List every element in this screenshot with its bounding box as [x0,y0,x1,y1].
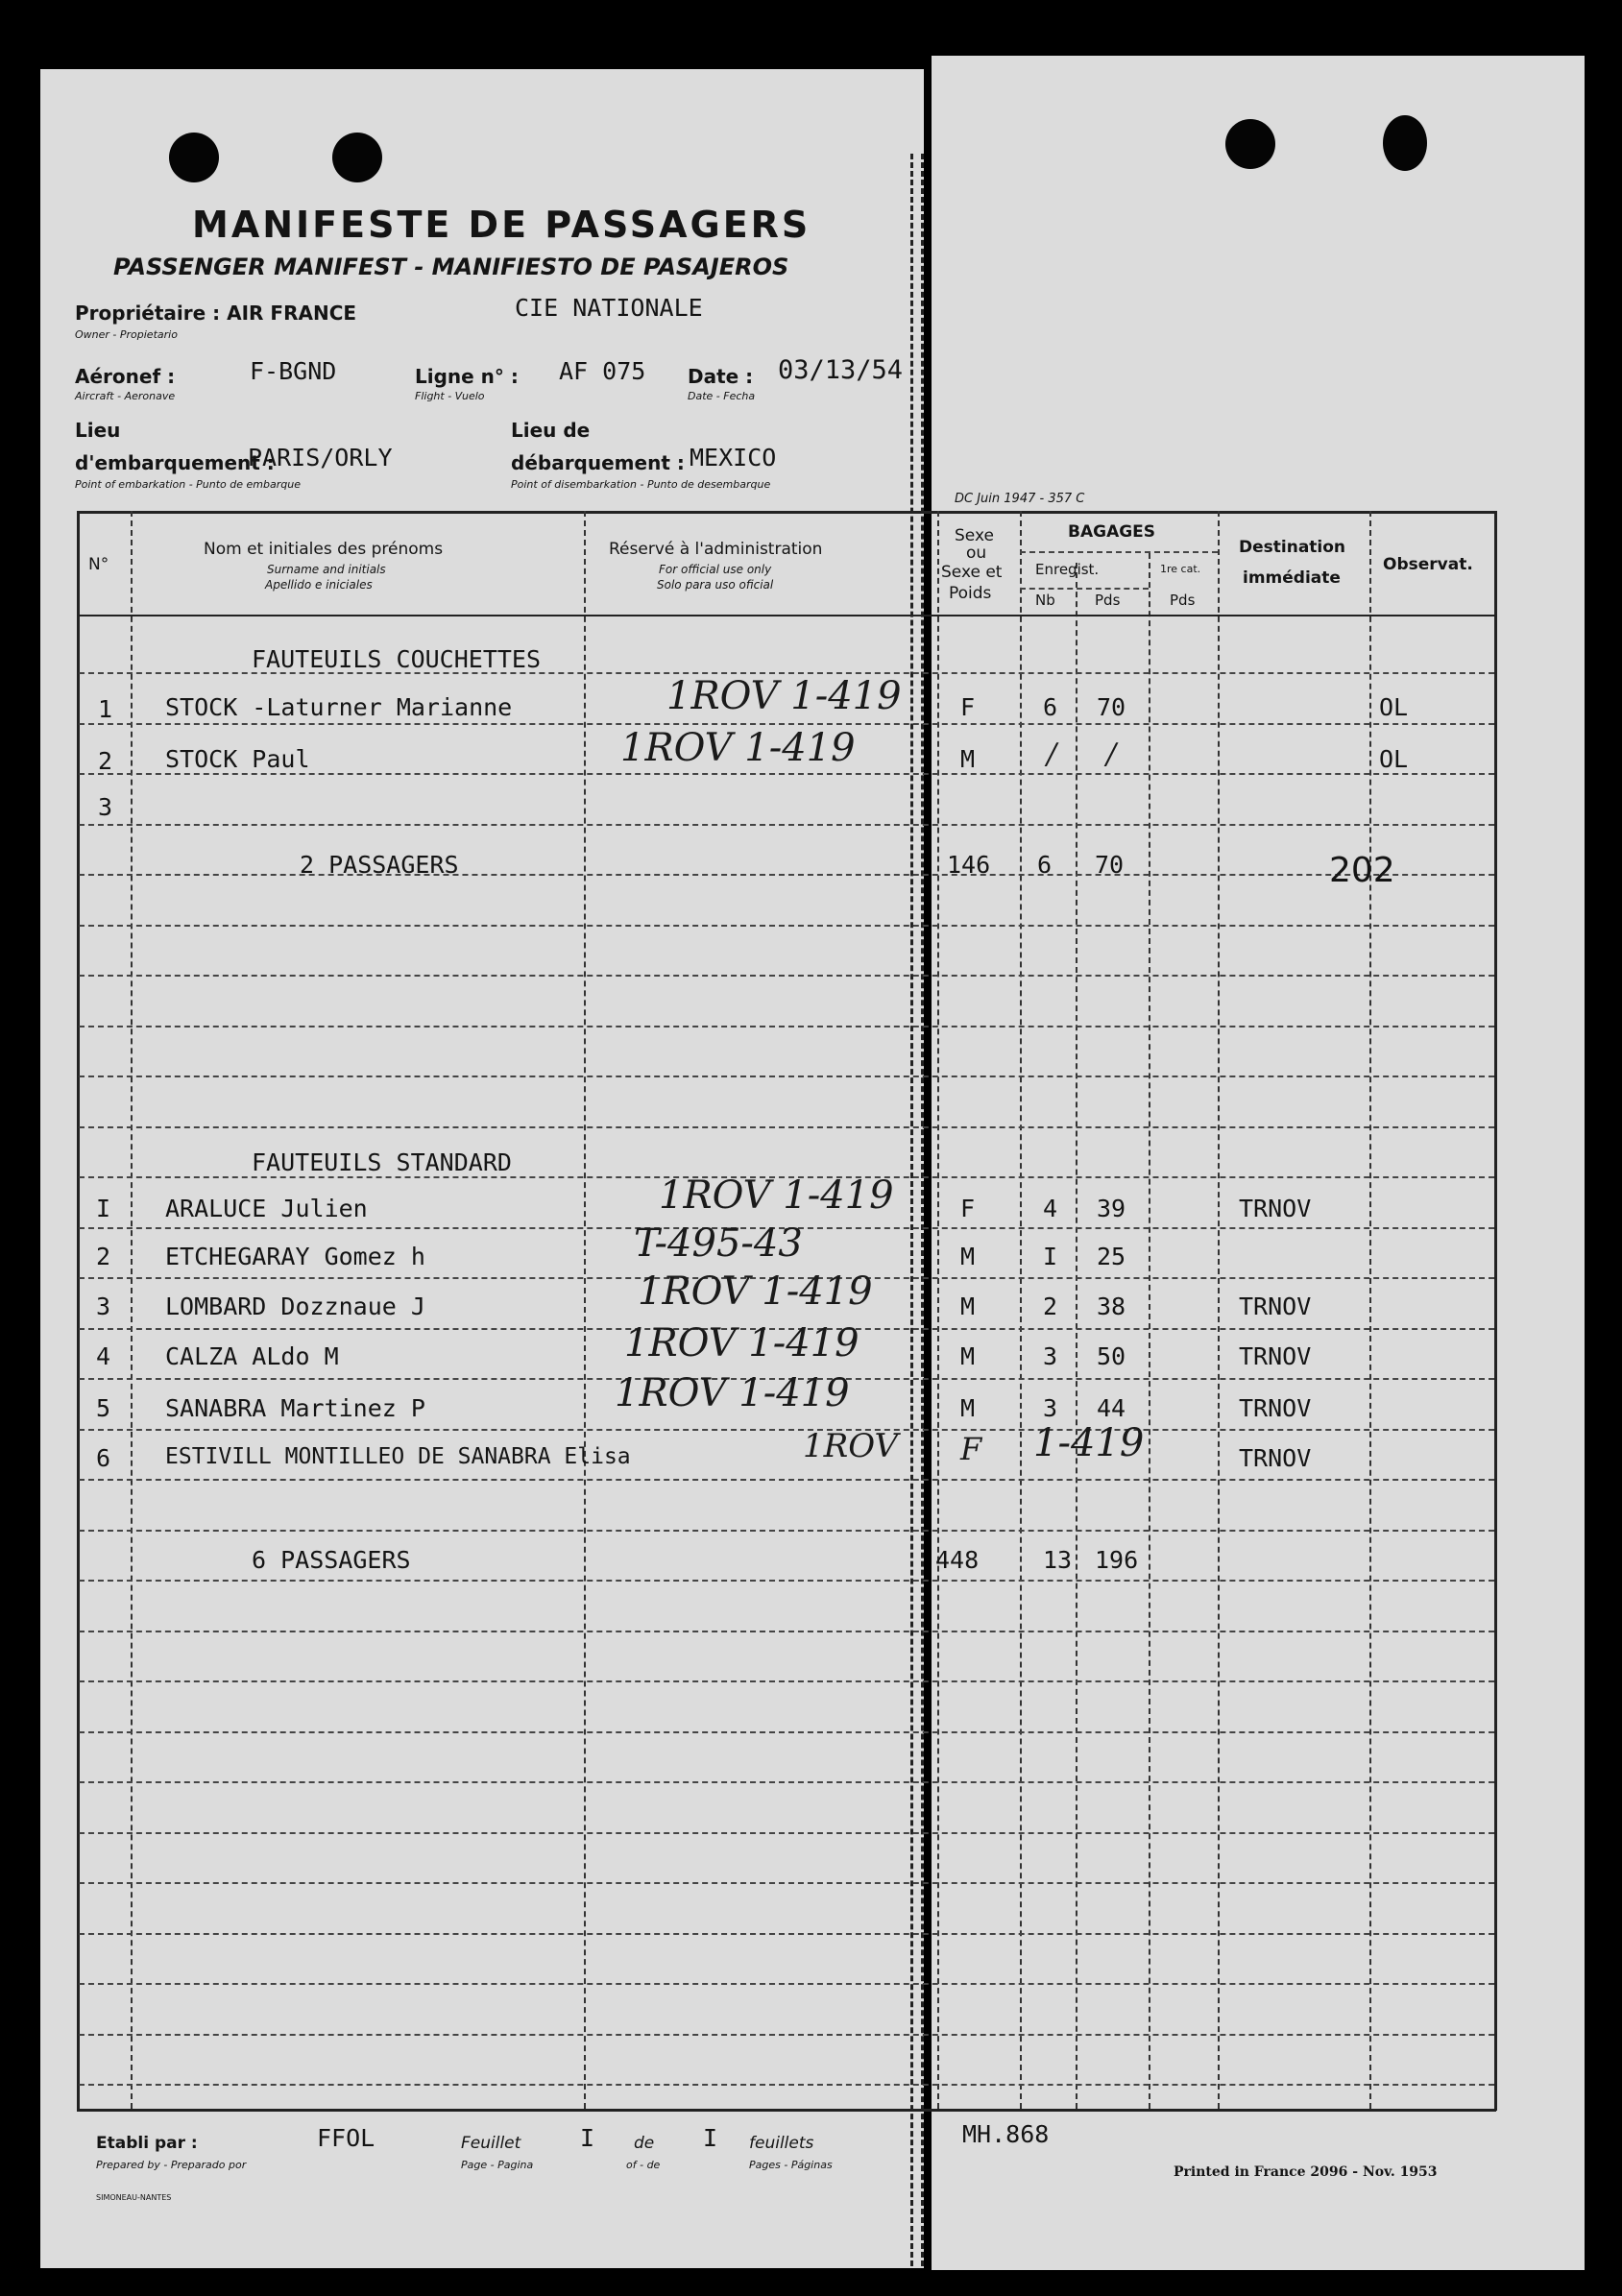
owner-label: Propriétaire : AIR FRANCE [75,302,357,325]
row-no: 5 [96,1394,111,1422]
disembark-sub: Point of disembarkation - Punto de desembarque [511,478,771,491]
row-name: ETCHEGARAY Gomez h [165,1243,425,1270]
row-pds: 70 [1097,693,1126,721]
row-nb: / [1047,737,1057,771]
row-name: SANABRA Martinez P [165,1394,425,1422]
row-nb: 3 [1043,1394,1058,1422]
row-rule [79,1026,1494,1027]
row-admin-handwritten: 1ROV 1-419 [659,1173,894,1218]
reference-number: MH.868 [962,2120,1050,2148]
row-no: 4 [96,1342,111,1370]
table-bottom-border [77,2109,1496,2112]
row-dest: TRNOV [1239,1293,1312,1320]
row-name: ARALUCE Julien [165,1195,368,1222]
col-header-admin-sub2: Solo para uso oficial [657,578,774,592]
sheet-value: I [580,2124,595,2152]
header-bottom-border [77,615,1496,616]
col-line [1369,511,1371,2109]
row-pds: 50 [1097,1342,1126,1370]
row-no: 2 [96,1243,111,1270]
page-sub: Page - Pagina [461,2159,534,2171]
row-sex: M [960,1293,976,1320]
punch-hole [169,133,219,182]
col-line [1149,553,1150,2109]
col-header-sex-2: ou [966,544,987,563]
date-value: 03/13/54 [778,355,904,385]
row-pds: 25 [1097,1243,1126,1270]
col-header-name: Nom et initiales des prénoms [204,540,444,559]
col-header-dest-1: Destination [1239,538,1346,557]
row-no: 1 [98,695,113,723]
row-rule [79,2034,1494,2036]
row-admin-handwritten: 1ROV 1-419 [615,1371,850,1415]
row-pds: / [1106,737,1117,771]
col-header-sex-3: Sexe et [941,563,1003,582]
section-total-standard: 6 PASSAGERS [252,1546,411,1574]
row-nb: 2 [1043,1293,1058,1320]
row-rule [79,975,1494,977]
row-dest: TRNOV [1239,1342,1312,1370]
punch-hole [332,133,382,182]
row-dest: TRNOV [1239,1444,1312,1472]
row-obs: OL [1379,693,1409,721]
row-rule [79,2084,1494,2086]
total-note: 202 [1329,851,1395,890]
table-top-border [77,511,1496,514]
col-line [1076,563,1077,2109]
row-nb: 4 [1043,1195,1058,1222]
col-header-admin-sub1: For official use only [659,563,772,576]
row-no: 6 [96,1444,111,1472]
row-rule [79,1680,1494,1682]
row-rule [79,1530,1494,1532]
row-rule [79,1731,1494,1733]
row-sex: M [960,1342,976,1370]
of-value: I [703,2124,718,2152]
row-admin-handwritten: 1ROV 1-419 [624,1321,859,1366]
row-rule [79,925,1494,927]
date-sub: Date - Fecha [688,390,756,402]
row-sex: M [960,1394,976,1422]
col-header-nb: Nb [1035,592,1055,609]
embark-label-1: Lieu [75,419,121,442]
row-no: 3 [98,793,113,821]
row-rule [79,1126,1494,1128]
row-admin-handwritten: 1ROV 1-419 [666,674,902,718]
row-name: CALZA ALdo M [165,1342,339,1370]
flight-label: Ligne n° : [415,365,519,388]
row-nb: 6 [1043,693,1058,721]
row-pds: 1-419 [1033,1421,1145,1465]
row-name: ESTIVILL MONTILLEO DE SANABRA Elisa [165,1444,631,1469]
embark-value: PARIS/ORLY [248,444,393,471]
sheet-label: Feuillet [461,2134,521,2153]
printer-mark: SIMONEAU-NANTES [96,2193,172,2202]
section-total-couchettes: 2 PASSAGERS [300,851,459,879]
total-pds: 196 [1095,1546,1139,1574]
col-header-name-sub1: Surname and initials [267,563,386,576]
pages-sub: Pages - Páginas [749,2159,833,2171]
disembark-value: MEXICO [690,444,777,471]
embark-label-2: d'embarquement : [75,451,275,474]
table-right-border [1494,511,1497,2111]
row-dest: TRNOV [1239,1394,1312,1422]
row-pds: 38 [1097,1293,1126,1320]
perforation-line [910,154,924,2266]
row-rule [79,1429,1494,1431]
row-dest: TRNOV [1239,1195,1312,1222]
col-header-observ: Observat. [1383,555,1473,574]
col-header-sex-4: Poids [949,584,992,603]
prepared-value: FFOL [317,2124,375,2152]
col-header-name-sub2: Apellido e iniciales [265,578,373,592]
row-rule [79,1983,1494,1985]
row-sex: M [960,1243,976,1270]
row-obs: OL [1379,745,1409,773]
row-no: 2 [98,747,113,775]
row-no: I [96,1195,111,1222]
col-header-first-pds: Pds [1170,592,1196,609]
row-rule [79,723,1494,725]
table-left-border [77,511,80,2111]
row-rule [79,1933,1494,1935]
header-divider [1020,551,1218,553]
row-rule [79,1882,1494,1884]
row-rule [79,824,1494,826]
punch-hole [1225,119,1275,169]
row-sex: F [960,1431,982,1467]
printed-note: Printed in France 2096 - Nov. 1953 [1174,2164,1438,2180]
row-rule [79,874,1494,876]
col-header-first: 1re cat. [1160,563,1201,575]
col-header-sex-1: Sexe [955,526,994,545]
page-subtitle: PASSENGER MANIFEST - MANIFIESTO DE PASAJEROS [113,254,789,280]
flight-value: AF 075 [559,357,646,385]
aircraft-label: Aéronef : [75,365,176,388]
row-rule [79,1781,1494,1783]
aircraft-value: F-BGND [250,357,337,385]
page-title: MANIFESTE DE PASSAGERS [192,204,811,246]
col-line [1020,511,1022,2109]
row-rule [79,1832,1494,1834]
col-header-bagages: BAGAGES [1068,522,1156,542]
row-rule [79,1631,1494,1632]
row-admin-handwritten: 1ROV 1-419 [638,1269,873,1314]
col-header-admin: Réservé à l'administration [609,540,823,559]
row-sex: M [960,745,976,773]
col-header-no: N° [88,555,109,574]
prepared-sub: Prepared by - Preparado por [96,2159,247,2171]
owner-sub: Owner - Propietario [75,328,178,341]
disembark-label-1: Lieu de [511,419,591,442]
section-heading-couchettes: FAUTEUILS COUCHETTES [252,645,542,673]
col-header-enreg: Enregist. [1035,561,1100,578]
total-pds: 70 [1095,851,1125,879]
row-name: STOCK -Laturner Marianne [165,693,513,721]
row-admin-handwritten: 1ROV [803,1427,899,1465]
row-name: LOMBARD Dozznaue J [165,1293,425,1320]
section-heading-standard: FAUTEUILS STANDARD [252,1148,512,1176]
total-weight: 448 [935,1546,980,1574]
col-header-pds: Pds [1095,592,1121,609]
row-admin-handwritten: T-495-43 [634,1221,803,1266]
flight-sub: Flight - Vuelo [415,390,485,402]
disembark-label-2: débarquement : [511,451,685,474]
row-rule [79,1479,1494,1481]
row-nb: I [1043,1243,1058,1270]
col-header-dest-2: immédiate [1243,568,1341,588]
embark-sub: Point of embarkation - Punto de embarque [75,478,301,491]
of-label: de [634,2134,655,2153]
row-rule [79,1580,1494,1582]
col-line [937,511,939,2109]
row-pds: 39 [1097,1195,1126,1222]
row-rule [79,773,1494,775]
date-label: Date : [688,365,754,388]
total-nb: 6 [1037,851,1053,879]
col-line [1218,511,1220,2109]
aircraft-sub: Aircraft - Aeronave [75,390,176,402]
total-weight: 146 [947,851,991,879]
row-no: 3 [96,1293,111,1320]
row-nb: 3 [1043,1342,1058,1370]
row-admin-handwritten: 1ROV 1-419 [620,726,856,770]
header-divider [1020,588,1149,590]
sheets-label: feuillets [749,2134,814,2153]
row-sex: F [960,1195,976,1222]
owner-value: CIE NATIONALE [515,294,703,322]
of-sub: of - de [626,2159,661,2171]
row-pds: 44 [1097,1394,1126,1422]
row-rule [79,1075,1494,1077]
row-name: STOCK Paul [165,745,310,773]
col-line [131,511,133,2109]
punch-hole [1383,115,1427,171]
col-line [584,511,586,2109]
row-sex: F [960,693,976,721]
manifest-right-sheet [932,56,1585,2270]
prepared-label: Etabli par : [96,2134,198,2153]
form-code: DC Juin 1947 - 357 C [955,492,1085,506]
total-nb: 13 [1043,1546,1073,1574]
